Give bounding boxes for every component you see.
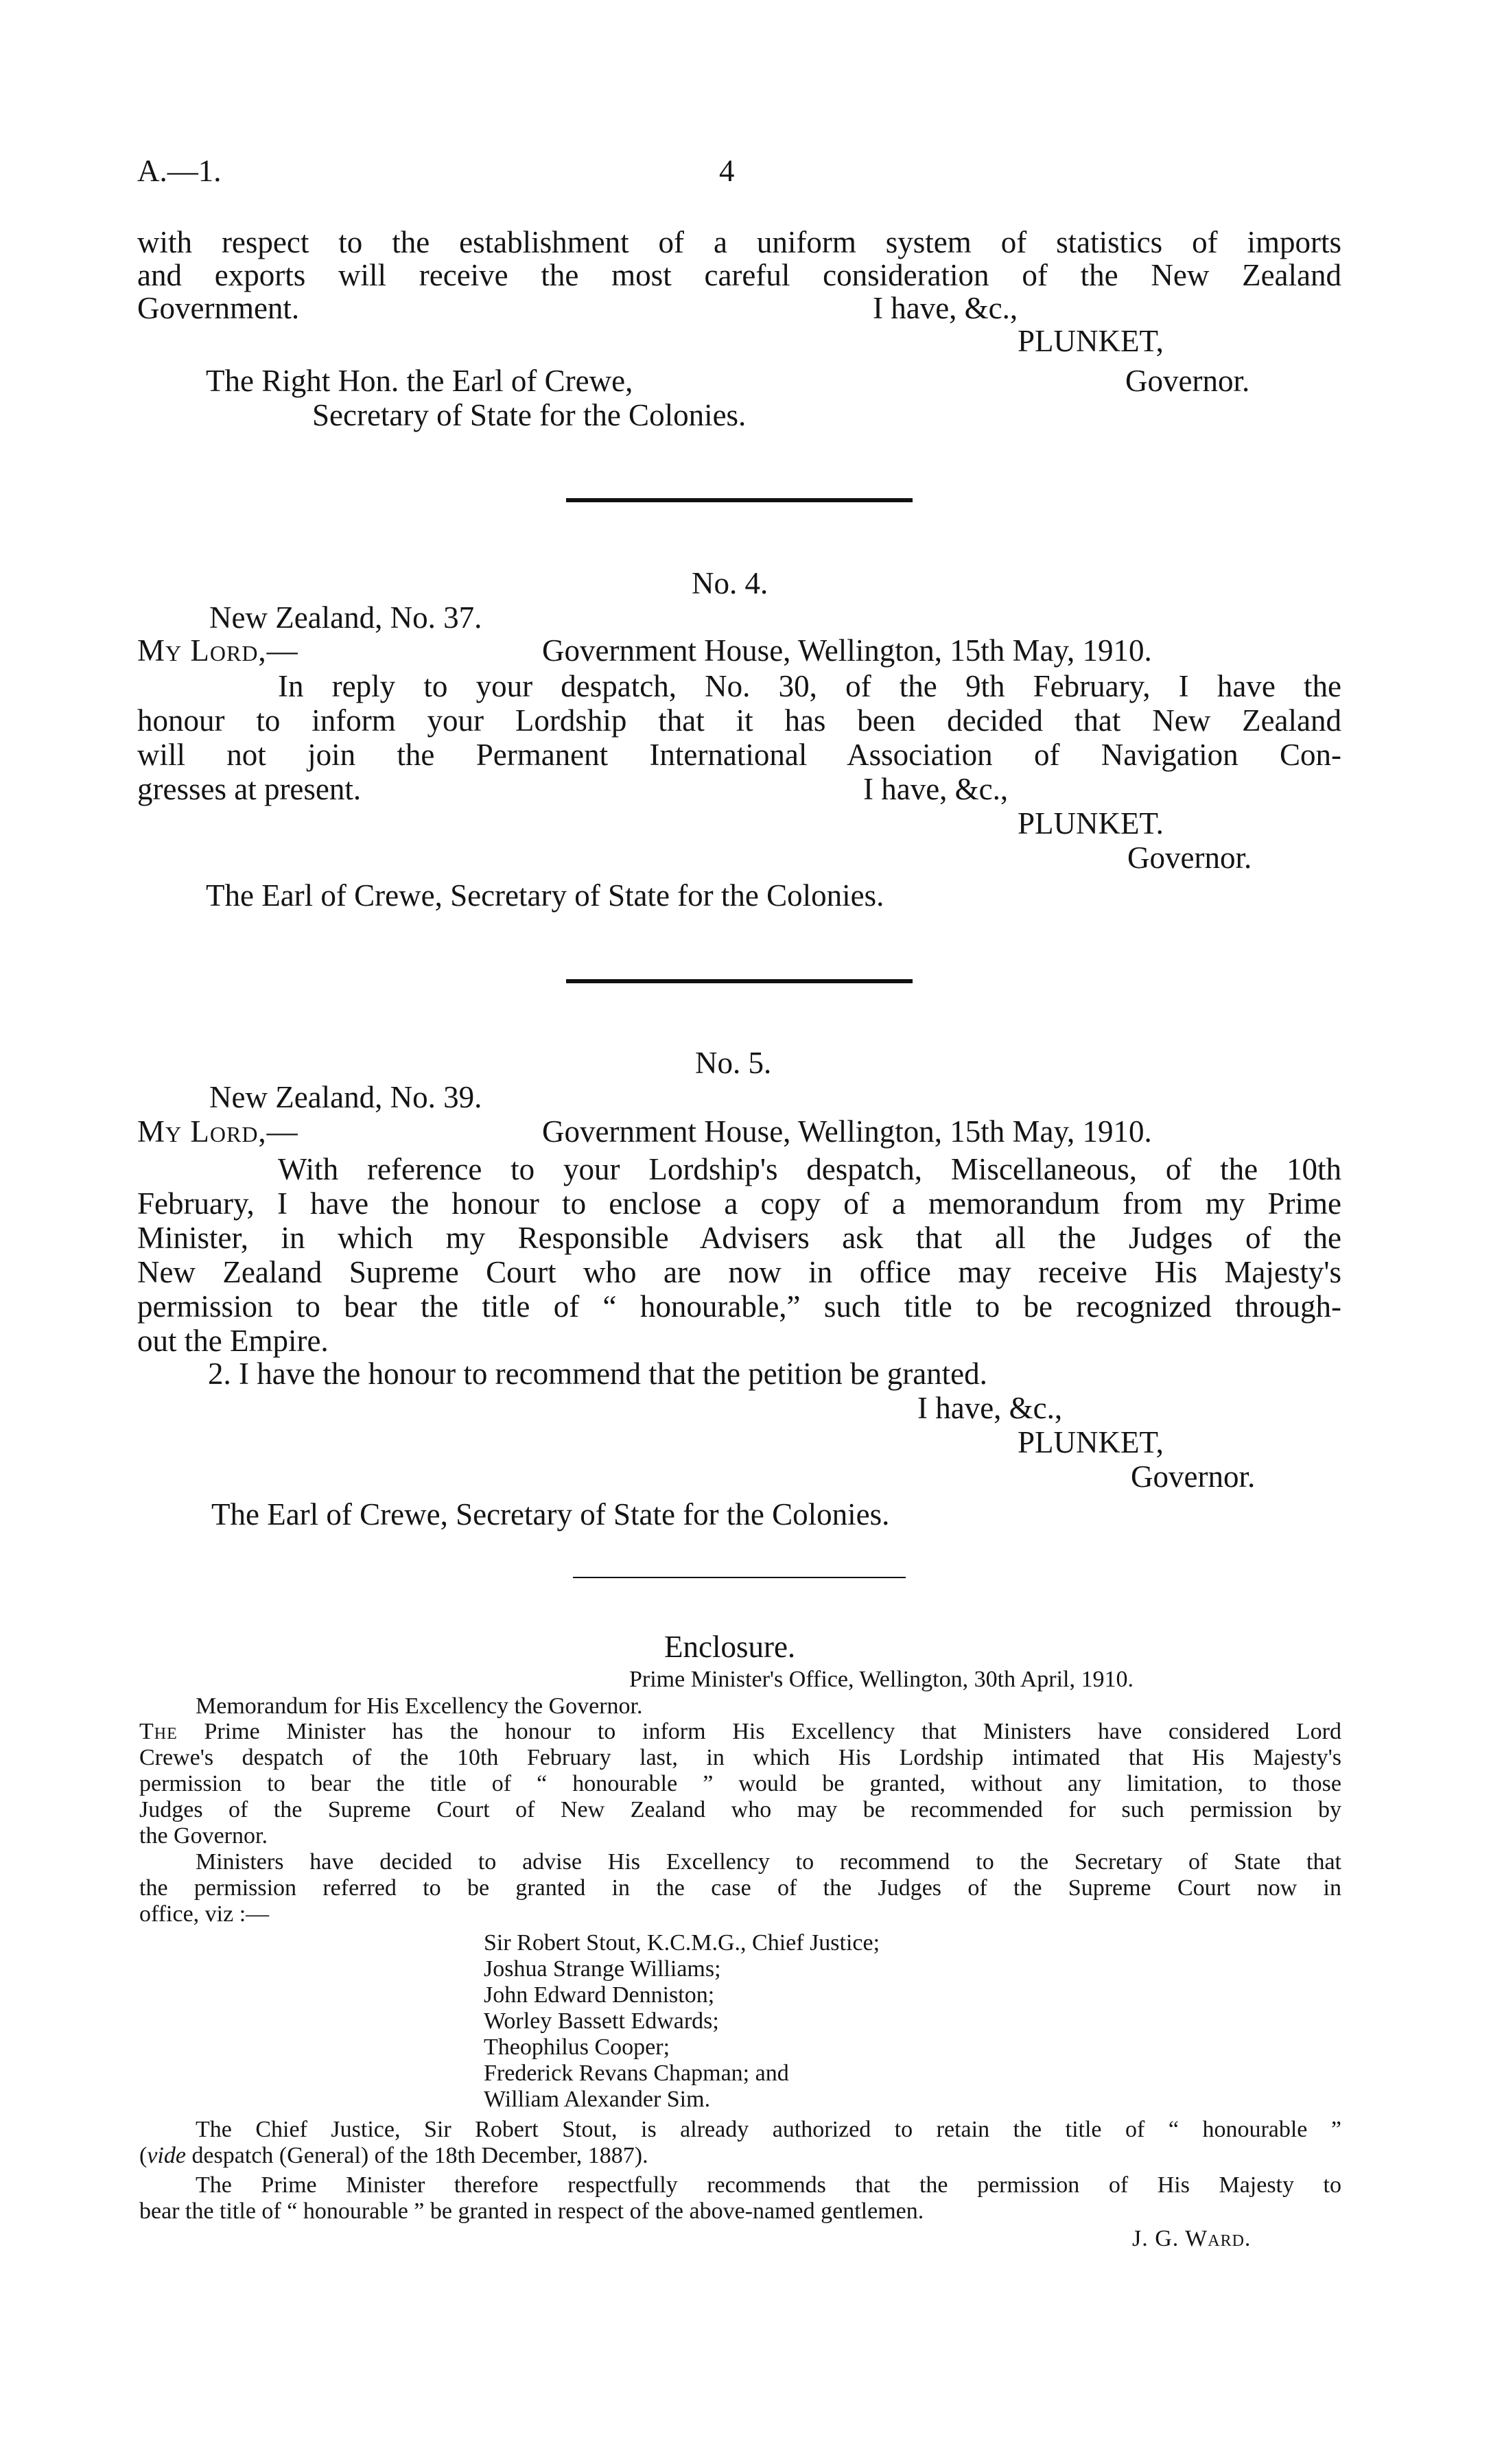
- closing: I have, &c.,: [863, 772, 1009, 806]
- judge-name: Joshua Strange Williams;: [484, 1956, 721, 1982]
- body-line: honour to inform your Lordship that it has been decided that New Zealand: [137, 703, 1341, 738]
- judge-name: Frederick Revans Chapman; and: [484, 2061, 789, 2086]
- despatch-number: No. 5.: [695, 1046, 772, 1080]
- body-line: Minister, in which my Responsible Advisers ask that all the Judges of the: [137, 1221, 1341, 1255]
- judge-name: Worley Bassett Edwards;: [484, 2008, 719, 2034]
- enclosure-line: Judges of the Supreme Court of New Zealand who may be recommended for such permission by: [139, 1797, 1341, 1822]
- salutation: My Lord,—: [137, 633, 298, 668]
- body-line: Government.: [137, 291, 300, 325]
- line-text: Prime Minister has the honour to inform His Excellency that Ministers have considered Lord: [204, 1719, 1342, 1744]
- enclosure-line: [139, 1719, 1341, 1745]
- judge-name: Sir Robert Stout, K.C.M.G., Chief Justice;: [484, 1930, 880, 1956]
- signer-role: Governor.: [1131, 1459, 1256, 1494]
- despatch-ref: New Zealand, No. 39.: [209, 1080, 482, 1114]
- signer-role: Governor.: [1127, 841, 1252, 875]
- despatch-number: No. 4.: [692, 566, 768, 600]
- despatch-ref: New Zealand, No. 37.: [209, 600, 482, 635]
- signer: PLUNKET.: [1018, 806, 1164, 841]
- page-reference: A.—1.: [137, 154, 222, 188]
- section-divider: [573, 1577, 906, 1578]
- enclosure-line: bear the title of “ honourable ” be granted in respect of the above-named gentlemen.: [139, 2198, 924, 2224]
- enclosure-title: Enclosure.: [664, 1630, 796, 1664]
- enclosure-line: The Chief Justice, Sir Robert Stout, is already authorized to retain the title of “ honourable ”: [196, 2117, 1341, 2142]
- enclosure-signer: J. G. Ward.: [1132, 2226, 1252, 2251]
- vide-word: vide: [147, 2143, 186, 2168]
- body-line: out the Empire.: [137, 1324, 329, 1358]
- dateline: Government House, Wellington, 15th May, 1910.: [542, 1114, 1152, 1149]
- enclosure-line: (vide despatch (General) of the 18th December, 1887).: [139, 2143, 648, 2168]
- line-text: despatch (General) of the 18th December, 1887).: [185, 2143, 648, 2168]
- signer: PLUNKET,: [1018, 1425, 1164, 1459]
- section-divider: [566, 979, 913, 983]
- paragraph-2: 2. I have the honour to recommend that the petition be granted.: [208, 1357, 987, 1391]
- judge-name: John Edward Denniston;: [484, 1982, 715, 2008]
- judge-name: William Alexander Sim.: [484, 2087, 711, 2112]
- enclosure-line: permission to bear the title of “ honourable ” would be granted, without any limitation, to those: [139, 1771, 1341, 1796]
- section-divider: [566, 498, 913, 502]
- enclosure-line: Ministers have decided to advise His Excellency to recommend to the Secretary of State that: [196, 1849, 1341, 1875]
- closing: I have, &c.,: [873, 291, 1018, 325]
- body-line: In reply to your despatch, No. 30, of the 9th February, I have the: [278, 669, 1341, 703]
- addressee-line2: Secretary of State for the Colonies.: [312, 398, 747, 432]
- body-line: and exports will receive the most careful consideration of the New Zealand: [137, 258, 1341, 292]
- addressee: The Earl of Crewe, Secretary of State for the Colonies.: [211, 1497, 890, 1532]
- dateline: Government House, Wellington, 15th May, 1910.: [542, 633, 1152, 668]
- closing: I have, &c.,: [917, 1391, 1063, 1425]
- page-number: 4: [719, 154, 735, 188]
- lead-word: The: [139, 1719, 178, 1744]
- body-line: With reference to your Lordship's despatch, Miscellaneous, of the 10th: [278, 1152, 1341, 1186]
- enclosure-line: The Prime Minister therefore respectfully recommends that the permission of His Majesty to: [196, 2172, 1341, 2198]
- salutation: My Lord,—: [137, 1114, 298, 1149]
- body-line: will not join the Permanent International Association of Navigation Con-: [137, 738, 1341, 772]
- body-line: permission to bear the title of “ honourable,” such title to be recognized through-: [137, 1289, 1341, 1324]
- signer: PLUNKET,: [1018, 324, 1164, 358]
- memo-heading: Memorandum for His Excellency the Governor.: [196, 1693, 643, 1719]
- body-line: with respect to the establishment of a uniform system of statistics of imports: [137, 225, 1341, 259]
- addressee: The Right Hon. the Earl of Crewe,: [206, 364, 633, 398]
- signer-role: Governor.: [1125, 364, 1250, 398]
- enclosure-line: the Governor.: [139, 1823, 268, 1849]
- enclosure-line: Crewe's despatch of the 10th February last, in which His Lordship intimated that His Majesty's: [139, 1745, 1341, 1770]
- addressee: The Earl of Crewe, Secretary of State for the Colonies.: [206, 878, 884, 913]
- body-line: New Zealand Supreme Court who are now in office may receive His Majesty's: [137, 1255, 1341, 1289]
- body-line: gresses at present.: [137, 772, 362, 806]
- enclosure-dateline: Prime Minister's Office, Wellington, 30th April, 1910.: [629, 1667, 1134, 1692]
- judge-name: Theophilus Cooper;: [484, 2034, 670, 2060]
- body-line: February, I have the honour to enclose a copy of a memorandum from my Prime: [137, 1186, 1341, 1221]
- enclosure-line: the permission referred to be granted in the case of the Judges of the Supreme Court now in: [139, 1875, 1341, 1901]
- enclosure-line: office, viz :—: [139, 1901, 270, 1927]
